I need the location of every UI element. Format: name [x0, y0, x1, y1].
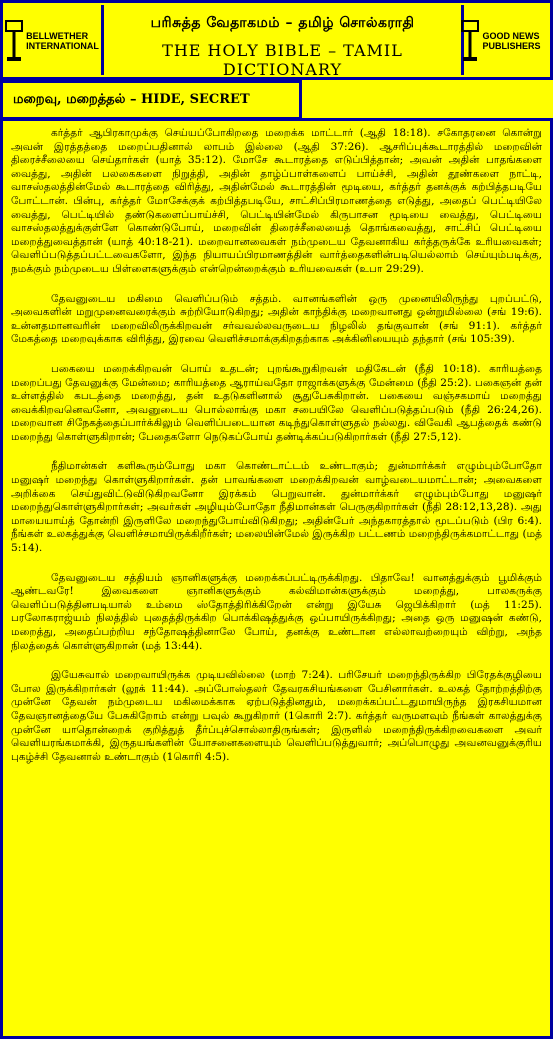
logo-line: GOOD NEWS	[482, 31, 540, 41]
header	[0, 0, 553, 80]
header-title-block	[101, 5, 464, 79]
paragraph: தேவனுடைய சத்தியம் ஞானிகளுக்கு மறைக்கப்பட்டிருக்கிறது. பிதாவே! வானத்துக்கும் பூமிக்கும் ஆண்டவரே! இவைகளை ஞானிகளுக்கும் கல்விமான்களுக்கும் மறைத்து, பாலகருக்கு வெளிப்படுத்தினபடியால் உம்மை ஸ்தோத்திரிக்கிறேன் என்று இயேசு ஜெபிக்கிறார் (மத் 11:25). பரலோகராஜ்யம் நிலத்தில் புதைத்திருக்கிற பொக்கிஷத்துக்கு ஒப்பாயிருக்கிறது; அதை ஒரு மனுஷன் கண்டு, மறைத்து, அதைப்பற்றிய சந்தோஷத்தினாலே போய், தனக்கு உண்டான எல்லாவற்றையும் விற்று, அந்த நிலத்தைக் கொள்ளுகிறான் (மத் 13:44).	[11, 571, 542, 652]
section-title: மறைவு, மறைத்தல் – HIDE, SECRET	[13, 92, 250, 107]
paragraph: நீதிமான்கள் களிகூரும்போது மகா கொண்டாட்டம் உண்டாகும்; துன்மார்க்கர் எழும்பும்போதோ மனுஷர் மறைந்து கொள்ளுகிறார்கள். தன் பாவங்களை மறைக்கிறவன் வாழ்வடையமாட்டான்; அவைகளை அறிக்கை செய்துவிட்டுவிடுகிறவனோ இரக்கம் பெறுவான். துன்மார்க்கர் எழும்பும்போது மனுஷர் மறைந்துகொள்ளுகிறார்கள்; அவர்கள் அழியும்போதோ நீதிமான்கள் பெருகுகிறார்கள் (நீதி 28:12,13,28). அது மாயையாய்த் தோன்றி இருளிலே மறைந்துபோய்விடுகிறது; அதின்பேர் அந்தகாரத்தால் மூடப்படும் (பிர 6:4). நீங்கள் உலகத்துக்கு வெளிச்சமாயிருக்கிறீர்கள்; மலையின்மேல் இருக்கிற பட்டணம் மறைந்திருக்கமாட்டாது (மத் 5:14).	[11, 460, 542, 555]
bellwether-logo	[7, 7, 97, 75]
article-body	[0, 118, 553, 1039]
paragraph: பகையை மறைக்கிறவன் பொய் உதடன்; புறங்கூறுகிறவன் மதிகேடன் (நீதி 10:18). காரியத்தை மறைப்பது தேவனுக்கு மேன்மை; காரியத்தை ஆராய்வதோ ராஜாக்களுக்கு மேன்மை (நீதி 25:2). பகைஞன் தன் உள்ளத்தில் கபடத்தை மறைத்து, தன் உதடுகளினால் சூதுபேசுகிறான். பகையை வஞ்சகமாய் மறைத்து வைக்கிறவனெவனோ, அவனுடைய பொல்லாங்கு மகா சபையிலே வெளிப்படுத்தப்படும் (நீதி 26:24,26). மறைவான சிநேகத்தைப்பார்க்கிலும் வெளிப்படையான கடிந்துகொள்ளுதல் நல்லது. விவேகி ஆபத்தைக் கண்டு மறைந்து கொள்ளுகிறான்; பேதைகளோ நெடுகப்போய் தண்டிக்கப்படுகிறார்கள் (நீதி 27:5,12).	[11, 362, 542, 443]
title-english: THE HOLY BIBLE – TAMIL DICTIONARY	[162, 41, 403, 79]
good-news-logo	[456, 7, 546, 75]
paragraph: தேவனுடைய மகிமை வெளிப்படும் சத்தம். வானங்களின் ஒரு முனையிலிருந்து புறப்பட்டு, அவைகளின் மறுமுனைவரைக்கும் சுற்றியோடுகிறது; அதின் காந்திக்கு மறைவானது ஒன்றுமில்லை (சங் 19:6). உன்னதமானவரின் மறைவிலிருக்கிறவன் சர்வவல்லவருடைய நிழலில் தங்குவான் (சங் 91:1). கர்த்தர் மேகத்தை மறைவுக்காக விரித்து, இரவை வெளிச்சமாக்குகிறதற்காக அக்கினியையும் தந்தார் (சங் 105:39).	[11, 292, 542, 346]
logo-line: PUBLISHERS	[482, 41, 541, 51]
book-stand-icon	[5, 19, 23, 63]
title-tamil: பரிசுத்த வேதாகமம் – தமிழ் சொல்கராதி	[150, 15, 415, 31]
logo-line: BELLWETHER	[26, 31, 89, 41]
book-stand-icon	[461, 19, 479, 63]
section-heading-box	[0, 80, 302, 120]
paragraph: கர்த்தர் ஆபிரகாமுக்கு செய்யப்போகிறதை மறைக்க மாட்டார் (ஆதி 18:18). சகோதரனை கொன்று அவன் இரத்தத்தை மறைப்பதினால் லாபம் இல்லை (ஆதி 37:26). ஆசரிப்புக்கூடாரத்தில் மறைவின் திரைச்சீலையை செய்தார்கள் (யாத் 35:12). மோசே கூடாரத்தை எடுப்பித்தான்; அவன் அதின் பாதங்களை வைத்து, அதின் பலகைகளை நிறுத்தி, அதின் தாழ்ப்பாள்களைப் பாய்ச்சி, அதின் தூண்களை நாட்டி, வாசஸ்தலத்தின்மேல் கூடாரத்தை விரித்து, அதின்மேல் கூடாரத்தின் மூடியை, கர்த்தர் தனக்குக் கற்பித்தபடியே போட்டான். பின்பு, கர்த்தர் மோசேக்குக் கற்பித்தபடியே, சாட்சிப்பிரமாணத்தை எடுத்து, அதைப் பெட்டியிலே வைத்து, பெட்டியில் தண்டுகளைப்பாய்ச்சி, பெட்டியின்மேல் கிருபாசன மூடியை வைத்து, பெட்டியை வாசஸ்தலத்துக்குள்ளே கொண்டுபோய், மறைவின் திரைச்சீலையைத் தொங்கவைத்து, சாட்சிப் பெட்டியை மறைத்துவைத்தான் (யாத் 40:18-21). மறைவானவைகள் நம்முடைய தேவனாகிய கர்த்தருக்கே உரியவைகள்; வெளிப்படுத்தப்பட்டவைகளோ, இந்த நியாயப்பிரமாணத்தின் வார்த்தைகளின்படியெல்லாம் செய்யும்படிக்கு, நமக்கும் நம்முடைய பிள்ளைகளுக்கும் என்றென்றைக்கும் உரியவைகள் (உபா 29:29).	[11, 127, 542, 275]
paragraph: இயேசுவால் மறைவாயிருக்க முடியவில்லை (மாற் 7:24). பரிசேயர் மறைந்திருக்கிற பிரேதக்குழியை போல இருக்கிறார்கள் (லூக் 11:44). அப்போஸ்தலர் தேவரகசியங்களை பேசினார்கள். உலகத் தோற்றத்திற்கு முன்னே தேவன் நம்முடைய மகிமைக்காக ஏற்படுத்தினதும், மறைக்கப்பட்டதுமாயிருந்த இரகசியமான தேவஞானத்தையே பேசுகிறோம் என்று பவுல் கூறுகிறார் (1கொரி 2:7). கர்த்தர் வருமளவும் நீங்கள் காலத்துக்கு முன்னே யாதொன்றைக் குறித்துத் தீர்ப்புச்சொல்லாதிருங்கள்; இருளில் மறைந்திருக்கிறவைகளை அவர் வெளியரங்கமாக்கி, இருதயங்களின் யோசனைகளையும் வெளிப்படுத்துவார்; அப்பொழுது அவனவனுக்குரிய புகழ்ச்சி தேவனால் உண்டாகும் (1கொரி 4:5).	[11, 669, 542, 763]
logo-line: INTERNATIONAL	[26, 41, 99, 51]
